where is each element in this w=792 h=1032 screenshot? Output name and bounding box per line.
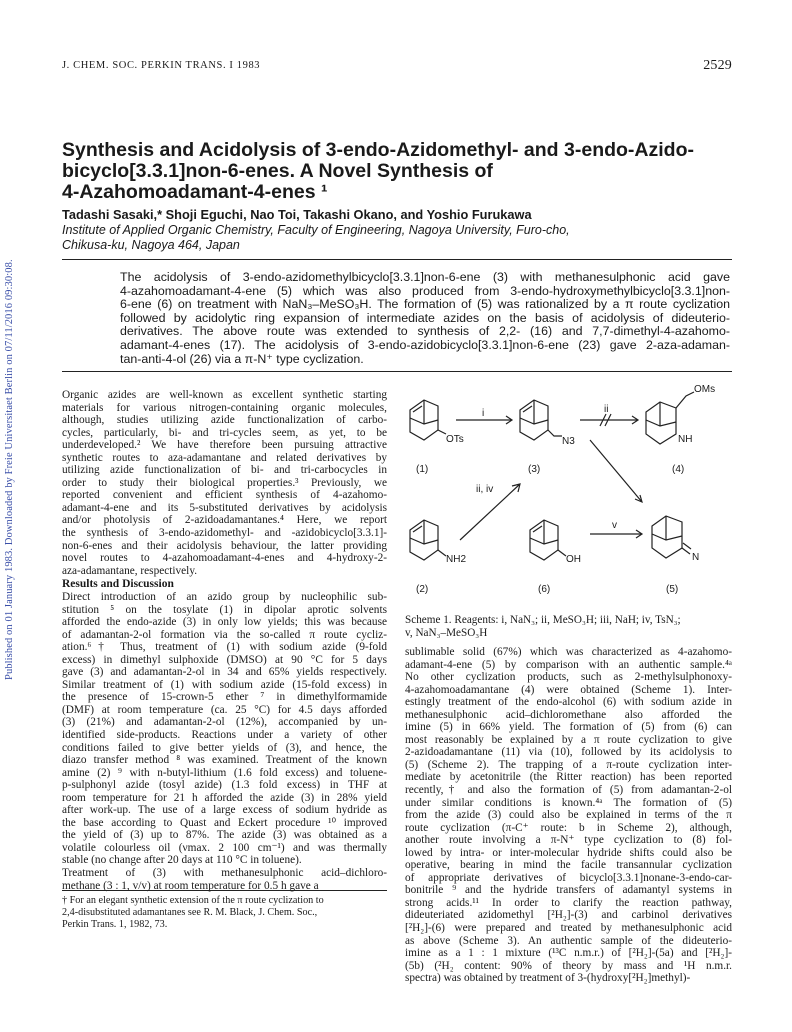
bicyclic-structure <box>410 400 446 440</box>
text-line: imine as a 1 : 1 mixture (¹³C n.m.r.) of [²H₂]-(5a) and [²H₂]- <box>405 947 732 960</box>
text-line: another route involving a π-N⁺ type cyclization to (8) fol- <box>405 834 732 847</box>
text-line: reported convenient and efficient synthesis of 4-azahomo- <box>62 489 387 502</box>
text-line: 4-azahomoadamant-4-ene (5) which was also produced from 3-endo-hydroxymethylbicyclo[3.3.1]non- <box>120 283 730 298</box>
text-line: gave (3) and adamantan-2-ol in 34 and 65% yields respectively. <box>62 666 387 679</box>
text-line: bonitrile ⁹ and the hydride transfers of adamantyl systems in <box>405 884 732 897</box>
text-line: aza-adamantane, respectively. <box>62 564 198 577</box>
caption-line: v, NaN₃–MeSO₃H <box>405 626 488 639</box>
text-line: 4-azahomoadamantane (4) were obtained (Scheme 1). Inter- <box>405 683 732 696</box>
arrow-label: ii, iv <box>476 484 494 495</box>
group-label: OTs <box>446 434 464 445</box>
text-line: synthetic routes to aza-adamantane and related derivatives by <box>62 451 387 464</box>
text-line: adamant-4-ene and its 5-substituted derivatives by acidolysis <box>62 501 387 514</box>
group-label: NH2 <box>446 554 467 565</box>
text-line: sublimable solid (67%) which was characterized as 4-azahomo- <box>405 646 732 658</box>
reaction-scheme <box>402 382 732 607</box>
text-line: Treatment of (3) with methanesulphonic acid–dichloro- <box>62 867 387 880</box>
text-line: derivatives. The above route was extended to synthesis of 2,2- (16) and 7,7-dimethyl-4-azahomo- <box>120 324 730 339</box>
affiliation-line: Chikusa-ku, Nagoya 464, Japan <box>62 237 240 252</box>
compound-label: (2) <box>416 584 429 595</box>
arrow-label: i <box>482 408 485 419</box>
text-line: and/or photolysis of 2-azidoadamantanes.⁴ Here, we report <box>62 514 387 527</box>
compound-label: (4) <box>672 464 685 475</box>
running-header <box>62 60 732 76</box>
text-line: † For an elegant synthetic extension of the π route cyclization to <box>62 895 324 906</box>
text-line: of appropriate derivatives of bicyclo[3.3.1]nonane-3-endo-car- <box>405 871 732 884</box>
bicyclic-structure <box>520 400 562 440</box>
text-line: although, studies utilizing azide functionalization of carbo- <box>62 414 387 427</box>
abstract <box>120 271 730 366</box>
text-line: (5) (Scheme 2). The trapping of a π-route cyclization inter- <box>405 758 732 771</box>
tricyclic-structure <box>652 516 691 558</box>
text-line: followed by acidolytic ring expansion of intermediate azides on the basis of acidolysis of dideuterio- <box>120 310 730 325</box>
intro-text <box>62 389 387 577</box>
affiliation <box>62 223 722 252</box>
text-line: Direct introduction of an azido group by nucleophilic sub- <box>62 591 387 603</box>
text-line: utilizing azide functionalization of bi- and tri-carbocycles in <box>62 464 387 477</box>
group-label: N3 <box>562 436 575 447</box>
bicyclic-structure <box>530 520 566 560</box>
text-line: (5b) (²H₂ content: 90% of theory by mass and ¹H n.m.r. <box>405 959 732 972</box>
text-line: novel routes to 4-azahomoadamant-4-enes and 4-hydroxy-2- <box>62 552 387 565</box>
group-label: OH <box>566 554 581 565</box>
caption-line: Scheme 1. Reagents: i, NaN₃; ii, MeSO₃H; iii, NaH; iv, TsN₃; <box>405 614 681 626</box>
text-line: ation.⁶† Thus, treatment of (1) with sodium azide (9-fold <box>62 641 387 654</box>
right-column-text <box>405 646 732 985</box>
text-line: identified side-products. Reactions under a variety of other <box>62 729 387 742</box>
text-line: lowed by intra- or inter-molecular hydride shifts could also be <box>405 846 732 859</box>
text-line: [²H₂]-(6) were prepared and treated by methanesulphonic acid <box>405 922 732 935</box>
text-line: 2-azidoadamantane (11) via (10), followed by its acidolysis to <box>405 746 732 759</box>
text-line: Organic azides are well-known as excellent synthetic starting <box>62 389 387 401</box>
compound-label: (6) <box>538 584 551 595</box>
compound-label: (1) <box>416 464 429 475</box>
results-text <box>62 591 387 892</box>
text-line: cycles, particularly, bi- and tri-cycles seem, as yet, to be <box>62 426 387 439</box>
text-line: non-6-enes and their acidolysis behaviour, the latter providing <box>62 539 387 552</box>
page-number: 2529 <box>703 58 732 73</box>
text-line: the yield of (3) up to 87%. The azide (3) was obtained as a <box>62 829 387 842</box>
text-line: tan-anti-4-ol (26) via a π-N⁺ type cyclization. <box>120 351 364 366</box>
text-line: 6-ene (6) on treatment with NaN₃–MeSO₃H. The formation of (5) was rationalized by a π route cyclization <box>120 297 730 312</box>
text-line: operative, bearing in mind the facile transannular cyclization <box>405 859 732 872</box>
text-line: methanesulphonic acid–dichloromethane also afforded the <box>405 708 732 721</box>
text-line: amine (2) ⁹ with n-butyl-lithium (1.6 fold excess) and toluene- <box>62 766 387 779</box>
text-line: excess) in dimethyl sulphoxide (DMSO) at 90 °C for 5 days <box>62 653 387 666</box>
title-line: bicyclo[3.3.1]non-6-enes. A Novel Synthesis of <box>62 160 493 182</box>
scheme-drawing <box>402 382 732 607</box>
section-heading: Results and Discussion <box>62 578 174 590</box>
text-line: adamant-4-ene (5) by comparison with an authentic sample.⁴ᵃ <box>405 658 732 671</box>
text-line: strong acids.¹¹ In order to clarify the reaction pathway, <box>405 896 732 909</box>
text-line: from the azide (3) could also be explained in terms of the π <box>405 809 732 822</box>
group-label: OMs <box>694 384 716 395</box>
text-line: underdeveloped.² We have therefore been pursuing attractive <box>62 439 387 452</box>
text-line: most reasonably be explained by a π route cyclization to give <box>405 733 732 746</box>
text-line: volatile colourless oil (νmax. 2 100 cm⁻¹) and was thermally <box>62 841 387 854</box>
footnote-rule <box>62 890 387 891</box>
text-line: under similar conditions is known.⁴ᵃ The formation of (5) <box>405 796 732 809</box>
text-line: diazo transfer method ⁸ was examined. Treatment of the known <box>62 754 387 767</box>
article-title <box>62 140 702 203</box>
text-line: after work-up. The use of a large excess of sodium hydride as <box>62 804 387 817</box>
text-line: conditions failed to give better yields of (3), and hence, the <box>62 741 387 754</box>
text-line: estingly treatment of the endo-alcohol (6) with sodium azide in <box>405 696 732 709</box>
title-line: Synthesis and Acidolysis of 3-endo-Azidomethyl- and 3-endo-Azido- <box>62 139 694 161</box>
text-line: materials for various nitrogen-containing organic molecules, <box>62 401 387 414</box>
text-line: (DMF) at room temperature (ca. 25 °C) for 4.5 days afforded <box>62 703 387 716</box>
text-line: recently,† and also the formation of (5) from adamantan-2-ol <box>405 784 732 797</box>
group-label: N <box>692 552 700 563</box>
text-line: imine (5) in 66% yield. The formation of (5) from (6) can <box>405 721 732 734</box>
divider <box>62 371 732 372</box>
compound-label: (3) <box>528 464 541 475</box>
download-notice: Published on 01 January 1983. Downloaded by Freie Universitaet Berlin on 07/11/2016 09:30:08. <box>4 259 15 681</box>
text-line: dideuteriated azidomethyl [²H₂]-(3) and carbinol derivatives <box>405 909 732 922</box>
scheme-caption <box>405 614 732 639</box>
text-line: adamant-4-enes (17). The acidolysis of 3-endo-azidobicyclo[3.3.1]non-6-ene (23) gave 2-aza-adaman- <box>120 337 730 352</box>
bicyclic-structure <box>410 520 446 560</box>
group-label: NH <box>678 434 693 445</box>
text-line: afforded the endo-azide (3) in only low yields; this was because <box>62 616 387 629</box>
text-line: route cyclization (π-C⁺ route: b in Scheme 2), although, <box>405 821 732 834</box>
text-line: mediate by acetonitrile (the Ritter reaction) has been reported <box>405 771 732 784</box>
author-list: Tadashi Sasaki,* Shoji Eguchi, Nao Toi, Takashi Okano, and Yoshio Furukawa <box>62 207 532 222</box>
text-line: p-sulphonyl azide (tosyl azide) (1.3 fold excess) in THF at <box>62 779 387 792</box>
text-line: the presence of 15-crown-5 ether ⁷ in dimethylformamide <box>62 691 387 704</box>
text-line: The acidolysis of 3-endo-azidomethylbicyclo[3.3.1]non-6-ene (3) with methanesulphonic acid gave <box>120 270 730 284</box>
affiliation-line: Institute of Applied Organic Chemistry, Faculty of Engineering, Nagoya University, Furo-cho, <box>62 223 570 237</box>
text-line: of adamantan-2-ol formation via the so-called π route cycliz- <box>62 628 387 641</box>
reaction-arrow <box>590 440 642 502</box>
text-line: as above (Scheme 3). An authentic sample of the dideuterio- <box>405 934 732 947</box>
text-line: stable (no change after 20 days at 110 °C in toluene). <box>62 854 302 867</box>
text-line: room temperature for 21 h afforded the azide (3) in 28% yield <box>62 791 387 804</box>
text-line: the synthesis of 3-endo-azidomethyl- and -azidobicyclo[3.3.1]- <box>62 527 387 540</box>
divider <box>62 259 732 260</box>
text-line: Similar treatment of (1) with sodium azide (15-fold excess) in <box>62 678 387 691</box>
text-line: spectra) was obtained by treatment of 3-(hydroxy[²H₂]methyl)- <box>405 972 691 985</box>
text-line: methane (3 : 1, v/v) at room temperature for 0.5 h gave a <box>62 879 319 892</box>
title-line: 4-Azahomoadamant-4-enes ¹ <box>62 181 328 203</box>
text-line: the base according to Quast and Eckert procedure ¹⁰ improved <box>62 816 387 829</box>
compound-label: (5) <box>666 584 679 595</box>
journal-reference: J. CHEM. SOC. PERKIN TRANS. I 1983 <box>62 60 261 71</box>
text-line: order to study their biological properties.³ Previously, we <box>62 476 387 489</box>
arrow-label: v <box>612 520 617 531</box>
reaction-arrow <box>590 530 642 538</box>
text-line: (3) (21%) and adamantan-2-ol (12%), accompanied by un- <box>62 716 387 729</box>
text-line: 2,4-disubstituted adamantanes see R. M. Black, J. Chem. Soc., <box>62 907 318 918</box>
footnote <box>62 895 387 931</box>
reaction-arrow <box>580 414 638 426</box>
text-line: stitution ⁵ on the tosylate (1) in dipolar aprotic solvents <box>62 603 387 616</box>
text-line: No other cyclization products, such as 2-methylsulphonoxy- <box>405 671 732 684</box>
arrow-label: ii <box>604 404 609 415</box>
text-line: Perkin Trans. 1, 1982, 73. <box>62 919 168 930</box>
